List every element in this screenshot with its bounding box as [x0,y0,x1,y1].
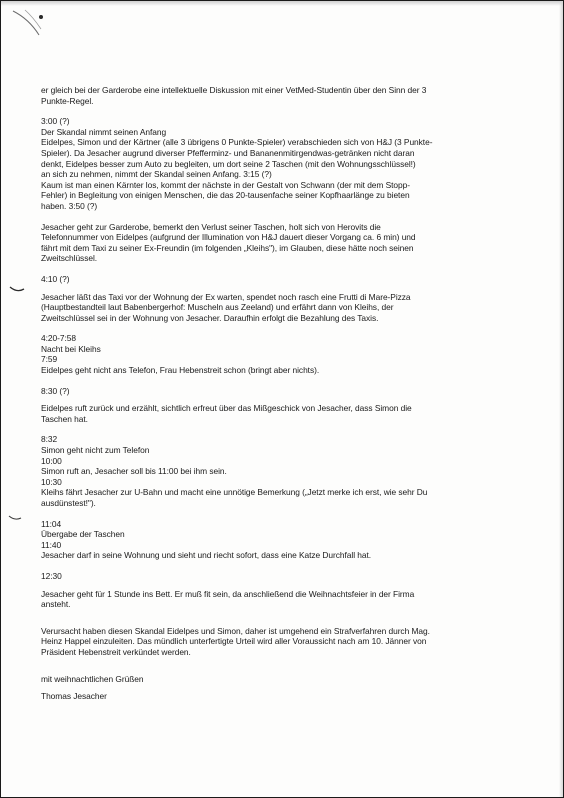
text-line: Taschen hat. [41,413,88,424]
entry-12-30-time [41,571,515,582]
entry-8-32 [41,434,515,508]
text-line: ausdünstest!"). [41,498,96,508]
text-line: Nacht bei Kleihs [41,343,101,354]
text-line: Punkte-Regel. [41,95,94,106]
entry-garderobe [41,222,515,264]
entry-8-30-time [41,386,515,397]
text-line: er gleich bei der Garderobe eine intellektuelle Diskussion mit einer VetMed-Studentin über den Sinn der 3 [41,85,427,95]
timestamp: 11:04 [41,518,62,529]
closing-greeting: mit weihnachtlichen Grüßen [41,673,144,684]
signature-name: Thomas Jesacher [41,691,107,702]
timestamp: 12:30 [41,570,62,581]
text-line: Jesacher geht zur Garderobe, bemerkt den Verlust seiner Taschen, holt sich von Herovits die [41,221,381,232]
entry-3-00 [41,116,515,211]
scan-shadow-top [1,1,563,6]
entry-12-30 [41,589,515,610]
text-line: Jesacher geht für 1 Stunde ins Bett. Er muß fit sein, da anschließend die Weihnachtsfeier in der Firma [41,588,415,599]
entry-4-20 [41,333,515,375]
timestamp: 8:30 (?) [41,385,70,396]
text-line: Präsident Hebenstreit verkündet werden. [41,646,191,657]
binder-mark-top-icon [11,9,63,39]
text-line: Übergabe der Taschen [41,529,125,540]
timestamp: 3:00 (?) [41,116,70,127]
text-line: ansteht. [41,599,71,610]
entry-11-04 [41,519,515,561]
timestamp: 4:20-7:58 [41,333,76,344]
timestamp: 10:30 [41,476,62,487]
pen-mark-left-lower-icon [8,514,22,522]
timestamp: 11:40 [41,539,62,550]
text-line: Verursacht haben diesen Skandal Eidelpes und Simon, daher ist umgehend ein Strafverfahren durch Mag. [41,625,430,636]
text-line: denkt, Eidelpes besser zum Auto zu begleiten, um dort seine 2 Taschen (mit den Wohnungsschlüssel!) [41,158,416,169]
text-line: Jesacher darf in seine Wohnung und sieht und riecht sofort, dass eine Katze Durchfall hat. [41,550,372,561]
text-line: Simon ruft an, Jesacher soll bis 11:00 bei ihm sein. [41,466,227,477]
scan-shadow-right [559,1,563,797]
closing [41,674,515,702]
text-line: Simon geht nicht zum Telefon [41,445,150,456]
timestamp: 4:10 (?) [41,273,70,284]
entry-4-10-time [41,274,515,285]
text-line: Fehler) in Begleitung von einigen Menschen, die das 20-tausenfache seiner Kopfhaarlänge zu bieten [41,190,410,201]
letter-body [41,85,515,712]
text-line: Zweitschlüssel sei in der Wohnung von Jesacher. Daraufhin erfolgt die Bezahlung des Taxis. [41,312,379,323]
text-line: Kleihs fährt Jesacher zur U-Bahn und macht eine unnötige Bemerkung („Jetzt merke ich erst, wie sehr Du [41,487,428,498]
ink-dot-mark [39,15,43,19]
text-line: Eidelpes ruft zurück und erzählt, sichtlich erfreut über das Mißgeschick von Jesacher, dass Simon die [41,403,412,414]
text-line: haben. 3:50 (?) [41,200,98,211]
text-line: Eidelpes, Simon und der Kärtner (alle 3 übrigens 0 Punkte-Spieler) verabschieden sich von H&J (3 Punkte- [41,137,433,148]
text-line: Telefonnummer von Eidelpes (aufgrund der Illumination von H&J dauert dieser Vorgang ca. 6 min) und [41,232,416,243]
text-line: Jesacher läßt das Taxi vor der Wohnung der Ex warten, spendet noch rasch eine Frutti di Mare-Pizza [41,291,411,302]
text-line: an sich zu nehmen, nimmt der Skandal seinen Anfang. 3:15 (?) [41,169,272,180]
text-line: Spieler). Da Jesacher augrund diverser Pfefferminz- und Bananenmitirgendwas-getränken nicht daran [41,147,415,158]
timestamp: 8:32 [41,434,58,445]
text-line: fährt mit dem Taxi zu seiner Ex-Freundin (im folgenden „Kleihs"), im Glauben, diese hätte noch seinen [41,242,414,253]
entry-4-10 [41,292,515,324]
entry-heading: Der Skandal nimmt seinen Anfang [41,126,167,137]
text-line: (Hauptbestandteil laut Babenbergerhof: Muscheln aus Zeeland) und erfährt dann von Kleihs, der [41,302,394,313]
text-line: Zweitschlüssel. [41,253,98,264]
intro-paragraph [41,85,515,106]
text-line: Eidelpes geht nicht ans Telefon, Frau Hebenstreit schon (bringt aber nichts). [41,365,320,376]
pen-mark-left-icon [9,284,25,294]
timestamp: 7:59 [41,354,58,365]
timestamp: 10:00 [41,455,62,466]
text-line: Kaum ist man einen Kärnter los, kommt der nächste in der Gestalt von Schwann (der mit dem Stopp- [41,179,410,190]
entry-8-30 [41,403,515,424]
verdict-paragraph [41,626,515,658]
text-line: Heinz Happel einzuleiten. Das mündlich unterfertigte Urteil wird aller Voraussicht nach am 10. Jänner von [41,636,427,647]
